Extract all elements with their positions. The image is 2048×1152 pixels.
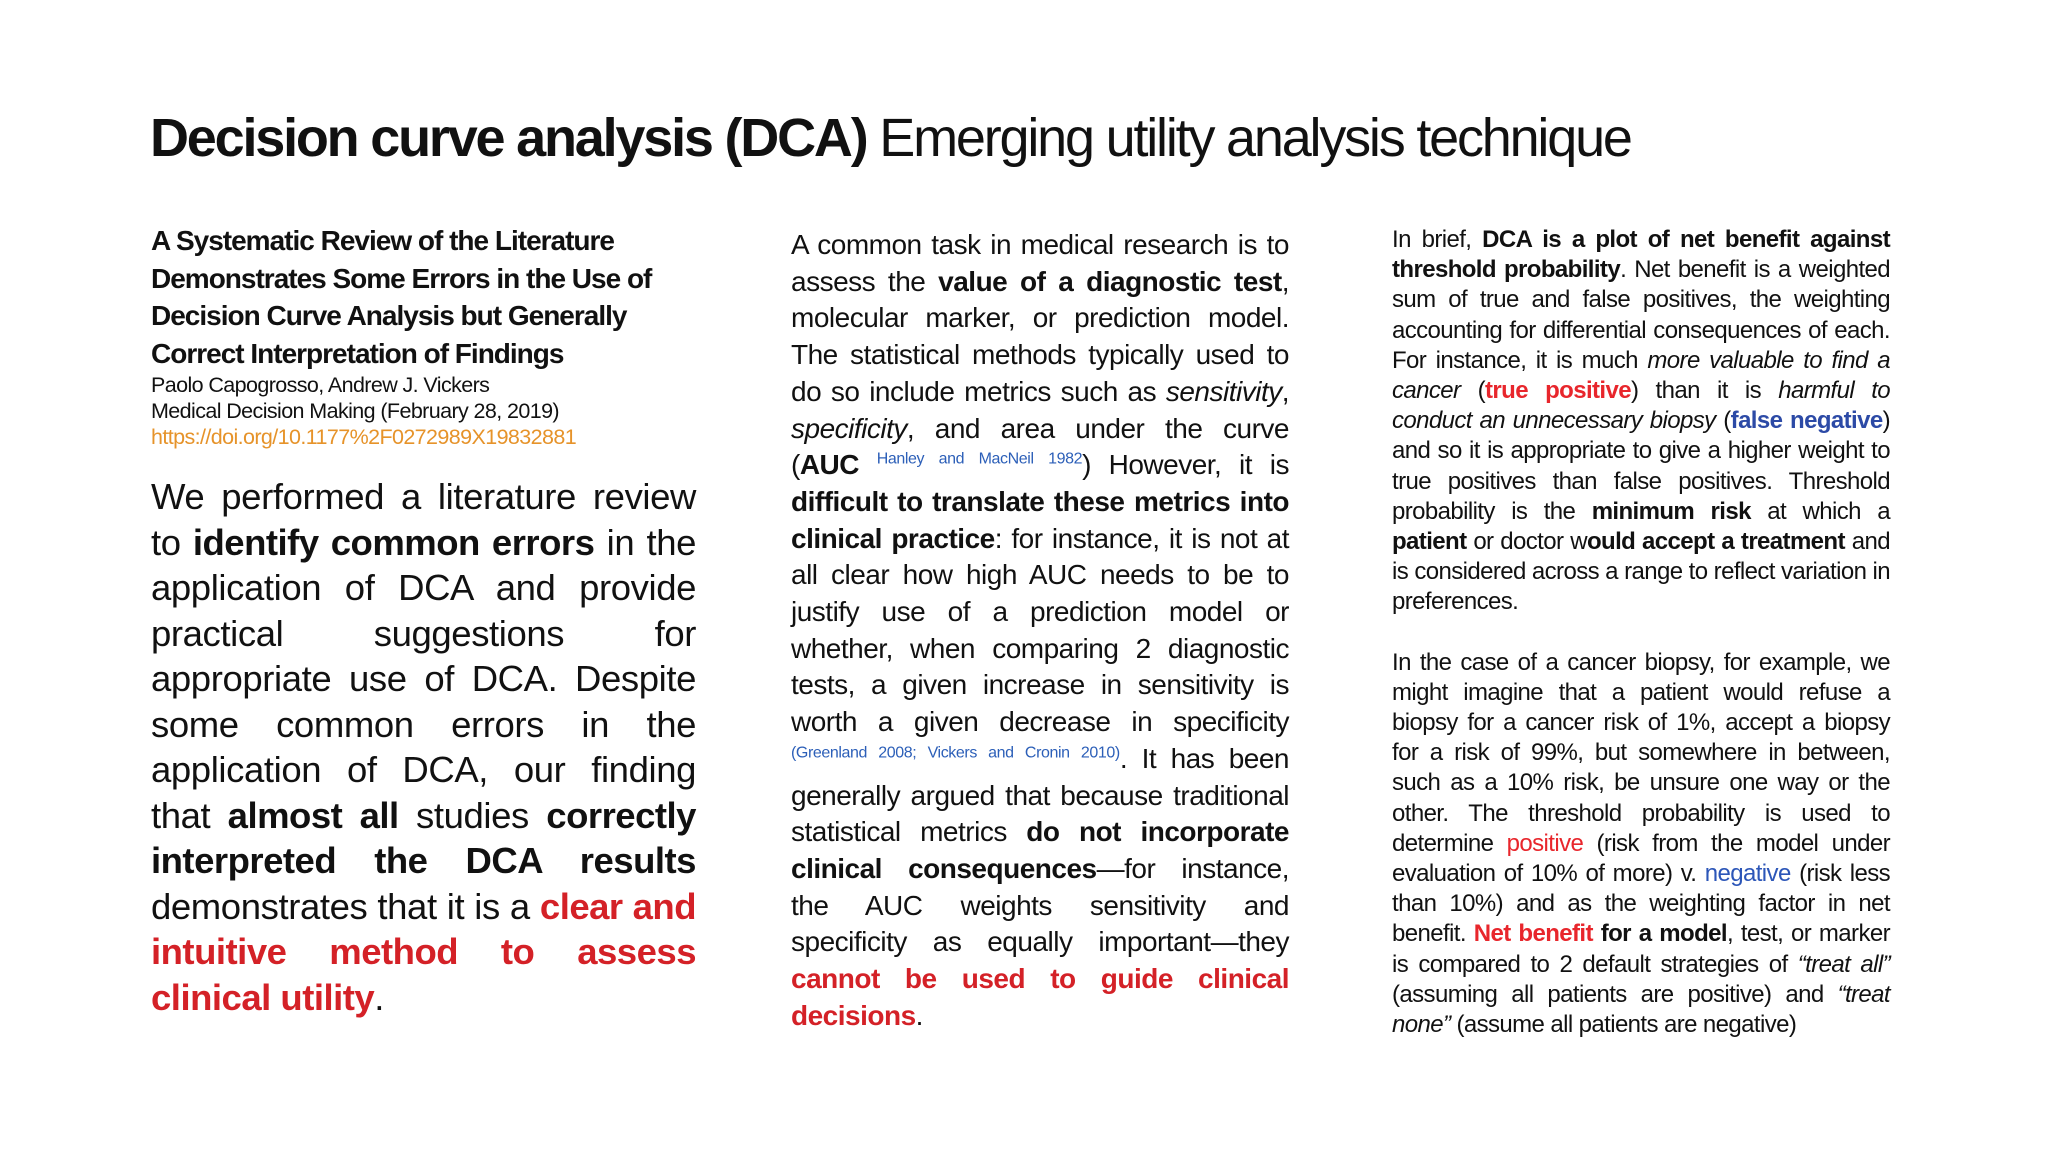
paper-doi-link[interactable]: https://doi.org/10.1177%2F0272989X19832881 xyxy=(151,425,577,449)
body-italic: “treat all” xyxy=(1797,950,1890,978)
body-text: A common task in medical research is to assess the xyxy=(791,229,1289,297)
negative-label: negative xyxy=(1704,860,1791,888)
body-text: ( xyxy=(1723,407,1731,435)
paper-title: A Systematic Review of the Literature Demonstrates Some Errors in the Use of Decision Curve Analysis but Generally Correct Interpretation of Findings xyxy=(151,225,652,369)
body-emphasis: do not incorporate clinical consequences xyxy=(791,816,1289,884)
true-positive-label: true positive xyxy=(1485,377,1631,405)
summary-text: . xyxy=(374,976,384,1018)
summary-text: in the application of DCA and provide practical suggestions for appropriate use of DCA. Despite some common errors in the application of DCA, our finding that xyxy=(151,521,696,836)
slide-title xyxy=(150,102,1631,174)
body-italic: “treat none” xyxy=(1392,980,1890,1039)
body-italic: harmful to conduct an unnecessary biopsy xyxy=(1392,377,1891,435)
body-text: . xyxy=(915,999,923,1031)
title-subtitle: Emerging utility analysis technique xyxy=(879,108,1631,168)
net-benefit-label: Net benefit xyxy=(1473,920,1593,948)
body-text: and is considered across a range to reflect variation in preferences. xyxy=(1392,528,1890,616)
title-bold: Decision curve analysis (DCA) xyxy=(150,108,867,168)
dca-definition-paragraph xyxy=(1392,225,1890,618)
body-text: ) However, it is xyxy=(1082,449,1289,481)
body-text: (assuming all patients are positive) and xyxy=(1392,980,1824,1008)
body-emphasis: for a model xyxy=(1600,920,1727,948)
review-summary xyxy=(151,474,696,1020)
body-text: or doctor w xyxy=(1473,528,1587,556)
body-italic: more valuable to find a cancer xyxy=(1392,346,1890,405)
body-emphasis: patient xyxy=(1392,528,1467,556)
body-highlight: cannot be used to guide clinical decisions xyxy=(791,963,1289,1031)
body-text: : for instance, it is not at all clear how high AUC needs to be to justify use of a prediction model or whether, when comparing 2 diagnostic tests, a given increase in sensitivity is worth a given decrease in specificity xyxy=(791,522,1290,738)
body-text: (risk less than 10%) and as the weighting factor in net benefit. xyxy=(1392,860,1891,948)
body-emphasis: DCA is a plot of net benefit against threshold probability xyxy=(1392,226,1890,284)
summary-text: studies xyxy=(416,794,529,836)
right-column xyxy=(1392,225,1890,1040)
body-italic: specificity xyxy=(791,412,907,444)
body-text: . It has been generally argued that because traditional statistical metrics xyxy=(791,742,1290,848)
citation-link[interactable]: Hanley and MacNeil 1982 xyxy=(876,450,1083,468)
summary-highlight: clear and intuitive method to assess clinical utility xyxy=(151,885,696,1018)
body-text: —for instance, the AUC weights sensitivity and specificity as equally important—they xyxy=(791,852,1289,958)
body-text: ) and so it is appropriate to give a higher weight to true positives than false positives. Threshold probability is the xyxy=(1392,407,1891,525)
body-text: , xyxy=(1281,375,1290,407)
body-text: . Net benefit is a weighted sum of true and false positives, the weighting accounting for differential consequences of each. For instance, it is much xyxy=(1392,256,1891,374)
body-text: (assume all patients are negative) xyxy=(1456,1011,1797,1039)
summary-emphasis: correctly interpreted the DCA results xyxy=(151,794,696,881)
body-text: In brief, xyxy=(1392,226,1472,253)
body-text: In the case of a cancer biopsy, for example, we might imagine that a patient would refuse a biopsy for a cancer risk of 1%, accept a biopsy for a risk of 99%, but somewhere in between, such as a 10% risk, be unsure one way or the other. The threshold probability is used to determine xyxy=(1392,648,1890,857)
metrics-paragraph xyxy=(791,227,1289,1034)
paper-journal: Medical Decision Making (February 28, 2019) xyxy=(151,399,559,423)
summary-text: demonstrates that it is a xyxy=(151,885,530,927)
body-italic: sensitivity xyxy=(1165,375,1282,407)
body-text: (risk from the model under evaluation of 10% of more) v. xyxy=(1392,829,1890,888)
false-negative-label: false negative xyxy=(1730,407,1883,435)
body-text: , molecular marker, or prediction model. The statistical methods typically used to do so include metrics such as xyxy=(791,265,1289,407)
body-emphasis: value of a diagnostic test xyxy=(938,265,1282,297)
summary-text: We performed a literature review to xyxy=(151,476,696,563)
summary-emphasis: almost all xyxy=(227,794,399,836)
middle-column xyxy=(791,227,1289,1034)
body-text: , and area under the curve ( xyxy=(791,412,1289,481)
body-text: ) than it is xyxy=(1630,377,1762,405)
biopsy-example-paragraph xyxy=(1392,648,1890,1041)
body-text: , test, or marker is compared to 2 default strategies of xyxy=(1392,920,1890,978)
body-emphasis: difficult to translate these metrics into clinical practice xyxy=(791,485,1289,554)
body-emphasis: ould accept a treatment xyxy=(1586,528,1845,556)
left-column xyxy=(151,222,696,1020)
body-emphasis: AUC xyxy=(799,449,859,481)
paper-authors: Paolo Capogrosso, Andrew J. Vickers xyxy=(151,373,490,397)
citation-link[interactable]: (Greenland 2008; Vickers and Cronin 2010) xyxy=(791,744,1120,762)
body-emphasis: minimum risk xyxy=(1591,497,1751,525)
body-text: at which a xyxy=(1767,497,1890,525)
summary-emphasis: identify common errors xyxy=(192,521,595,563)
body-text: ( xyxy=(1477,377,1485,405)
positive-label: positive xyxy=(1506,829,1584,857)
